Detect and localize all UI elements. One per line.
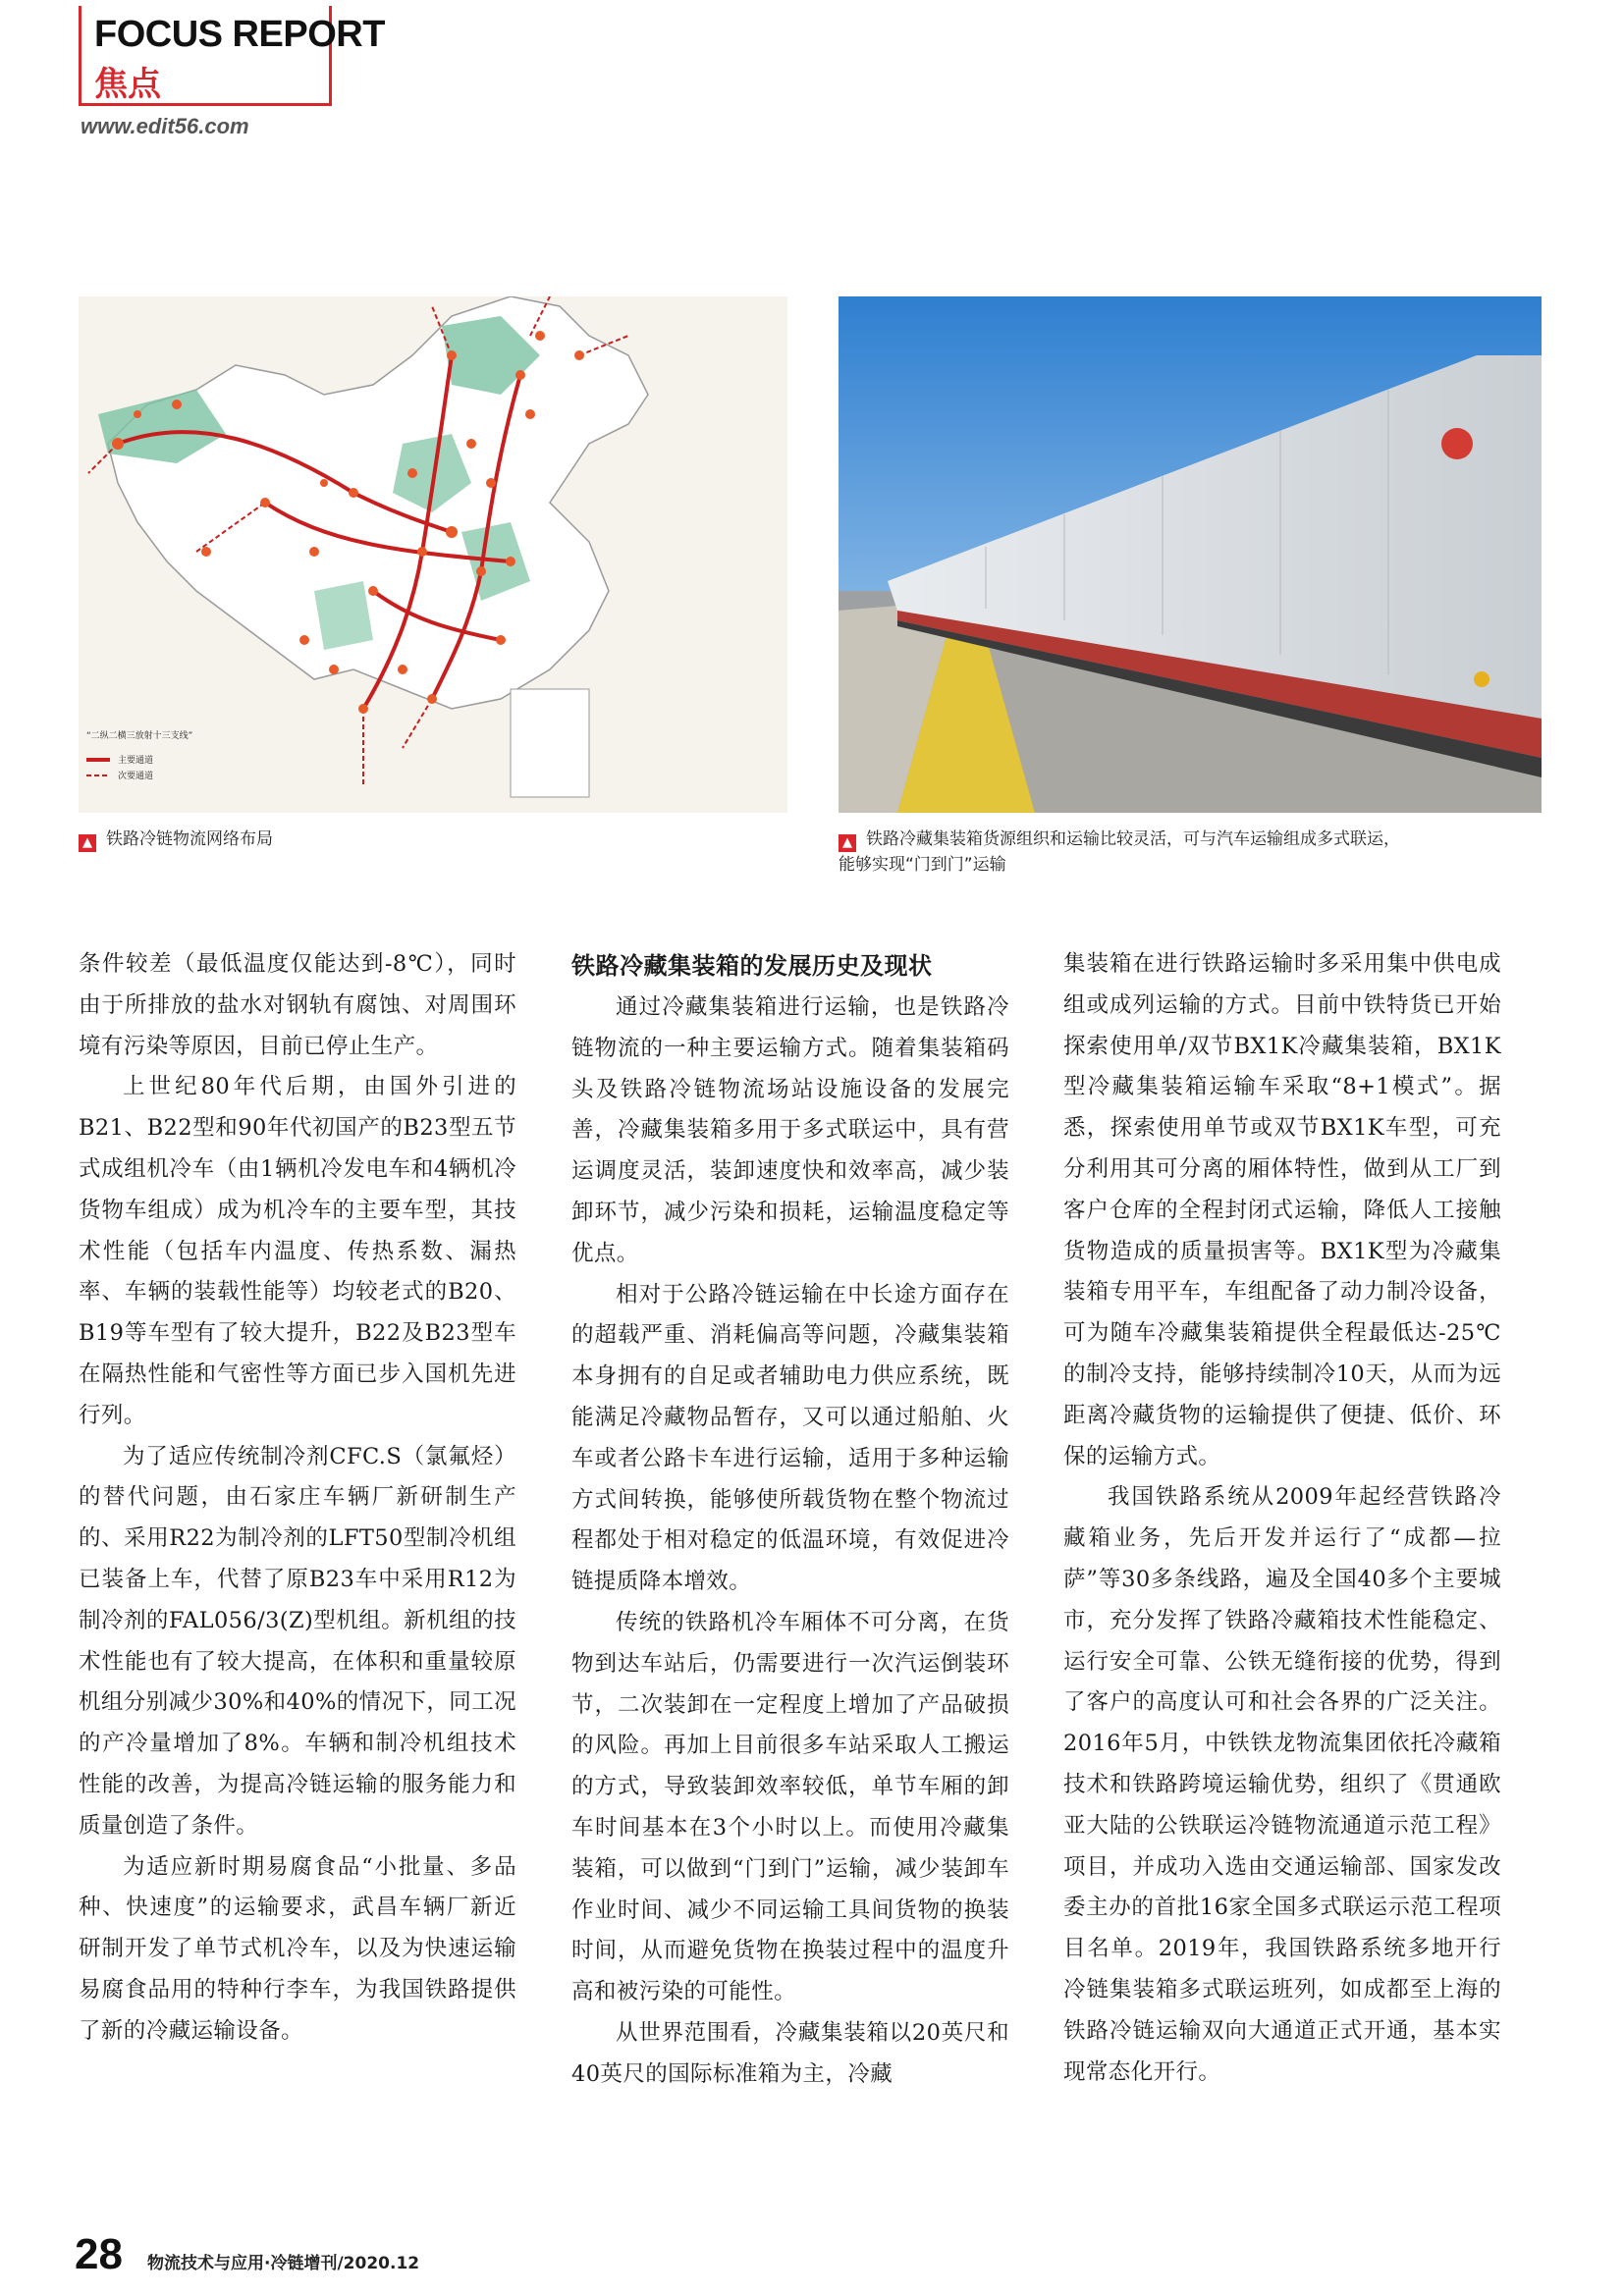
map-caption [79, 827, 273, 852]
paragraph: 从世界范围看，冷藏集装箱以20英尺和40英尺的国际标准箱为主，冷藏 [571, 2019, 1009, 2087]
section-heading: 铁路冷藏集装箱的发展历史及现状 [571, 952, 933, 980]
caption-arrow-icon: ▲ [79, 834, 96, 852]
cold-chain-network-map [79, 296, 787, 813]
map-legend-main: 主要通道 [118, 756, 154, 766]
paragraph: 为适应新时期易腐食品“小批量、多品种、快速度”的运输要求，武昌车辆厂新近研制开发了单节式机冷车，以及为快速运输易腐食品用的特种行李车，为我国铁路提供了新的冷藏运输设备。 [79, 1853, 516, 2044]
map-legend-title: “二纵二横三放射十三支线” [86, 731, 193, 741]
page-number: 28 [75, 2230, 123, 2278]
paragraph: 为了适应传统制冷剂CFC.S（氯氟烃）的替代问题，由石家庄车辆厂新研制生产的、采用R22为制冷剂的LFT50型制冷机组已装备上车，代替了原B23车中采用R12为制冷剂的FAL056/3(Z)型机组。新机组的技术性能也有了较大提高，在体积和重量较原机组分别减少30%和40%的情况下，同工况的产冷量增加了8%。车辆和制冷机组技术性能的改善，为提高冷链运输的服务能力和质量创造了条件。 [79, 1443, 516, 1839]
caption-arrow-icon: ▲ [839, 834, 856, 852]
article-column-2 [571, 944, 1009, 2096]
paragraph: 通过冷藏集装箱进行运输，也是铁路冷链物流的一种主要运输方式。随着集装箱码头及铁路冷链物流场站设施设备的发展完善，冷藏集装箱多用于多式联运中，具有营运调度灵活，装卸速度快和效率高，减少装卸环节，减少污染和损耗，运输温度稳定等优点。 [571, 994, 1009, 1266]
train-caption-line2: 能够实现“门到门”运输 [839, 855, 1006, 875]
train-caption [839, 827, 1542, 878]
section-subtitle: 焦点 [94, 65, 161, 104]
china-map-graphic [79, 296, 787, 813]
paragraph: 集装箱在进行铁路运输时多采用集中供电成组或成列运输的方式。目前中铁特货已开始探索使用单/双节BX1K冷藏集装箱，BX1K型冷藏集装箱运输车采取“8+1模式”。据悉，探索使用单节或双节BX1K车型，可充分利用其可分离的厢体特性，做到从工厂到客户仓库的全程封闭式运输，降低人工接触货物造成的质量损害等。BX1K型为冷藏集装箱专用平车，车组配备了动力制冷设备，可为随车冷藏集装箱提供全程最低达-25℃的制冷支持，能够持续制冷10天，从而为远距离冷藏货物的运输提供了便捷、低价、环保的运输方式。 [1063, 951, 1501, 1469]
reefer-train-photo [839, 296, 1542, 813]
paragraph: 传统的铁路机冷车厢体不可分离，在货物到达车站后，仍需要进行一次汽运倒装环节，二次装卸在一定程度上增加了产品破损的风险。再加上目前很多车站采取人工搬运的方式，导致装卸效率较低，单节车厢的卸车时间基本在3个小时以上。而使用冷藏集装箱，可以做到“门到门”运输，减少装卸车作业时间、减少不同运输工具间货物的换装时间，从而避免货物在换装过程中的温度升高和被污染的可能性。 [571, 1609, 1009, 2005]
website-url[interactable]: www.edit56.com [81, 114, 249, 138]
article-column-1 [79, 944, 516, 2053]
article-column-3 [1063, 944, 1501, 2093]
paragraph: 条件较差（最低温度仅能达到-8℃），同时由于所排放的盐水对钢轨有腐蚀、对周围环境有污染等原因，目前已停止生产。 [79, 951, 516, 1059]
paragraph: 我国铁路系统从2009年起经营铁路冷藏箱业务，先后开发并运行了“成都—拉萨”等30多条线路，遍及全国40多个主要城市，充分发挥了铁路冷藏箱技术性能稳定、运行安全可靠、公铁无缝衔接的优势，得到了客户的高度认可和社会各界的广泛关注。2016年5月，中铁铁龙物流集团依托冷藏箱技术和铁路跨境运输优势，组织了《贯通欧亚大陆的公铁联运冷链物流通道示范工程》项目，并成功入选由交通运输部、国家发改委主办的首批16家全国多式联运示范工程项目名单。2019年，我国铁路系统多地开行冷链集装箱多式联运班列，如成都至上海的铁路冷链运输双向大通道正式开通，基本实现常态化开行。 [1063, 1484, 1501, 2085]
paragraph: 相对于公路冷链运输在中长途方面存在的超载严重、消耗偏高等问题，冷藏集装箱本身拥有的自足或者辅助电力供应系统，既能满足冷藏物品暂存，又可以通过船舶、火车或者公路卡车进行运输，适用于多种运输方式间转换，能够使所载货物在整个物流过程都处于相对稳定的低温环境，有效促进冷链提质降本增效。 [571, 1281, 1009, 1595]
train-photo-graphic [839, 296, 1542, 813]
map-legend-secondary: 次要通道 [118, 772, 154, 781]
map-caption-text: 铁路冷链物流网络布局 [106, 829, 273, 849]
section-title: FOCUS REPORT [94, 14, 385, 55]
train-caption-line1: 铁路冷藏集装箱货源组织和运输比较灵活，可与汽车运输组成多式联运， [866, 829, 1400, 849]
paragraph: 上世纪80年代后期，由国外引进的B21、B22型和90年代初国产的B23型五节式成组机冷车（由1辆机冷发电车和4辆机冷货物车组成）成为机冷车的主要车型，其技术性能（包括车内温度、传热系数、漏热率、车辆的装载性能等）均较老式的B20、B19等车型有了较大提升，B22及B23型车在隔热性能和气密性等方面已步入国机先进行列。 [79, 1074, 516, 1428]
publication-info: 物流技术与应用·冷链增刊/2020.12 [147, 2254, 420, 2273]
